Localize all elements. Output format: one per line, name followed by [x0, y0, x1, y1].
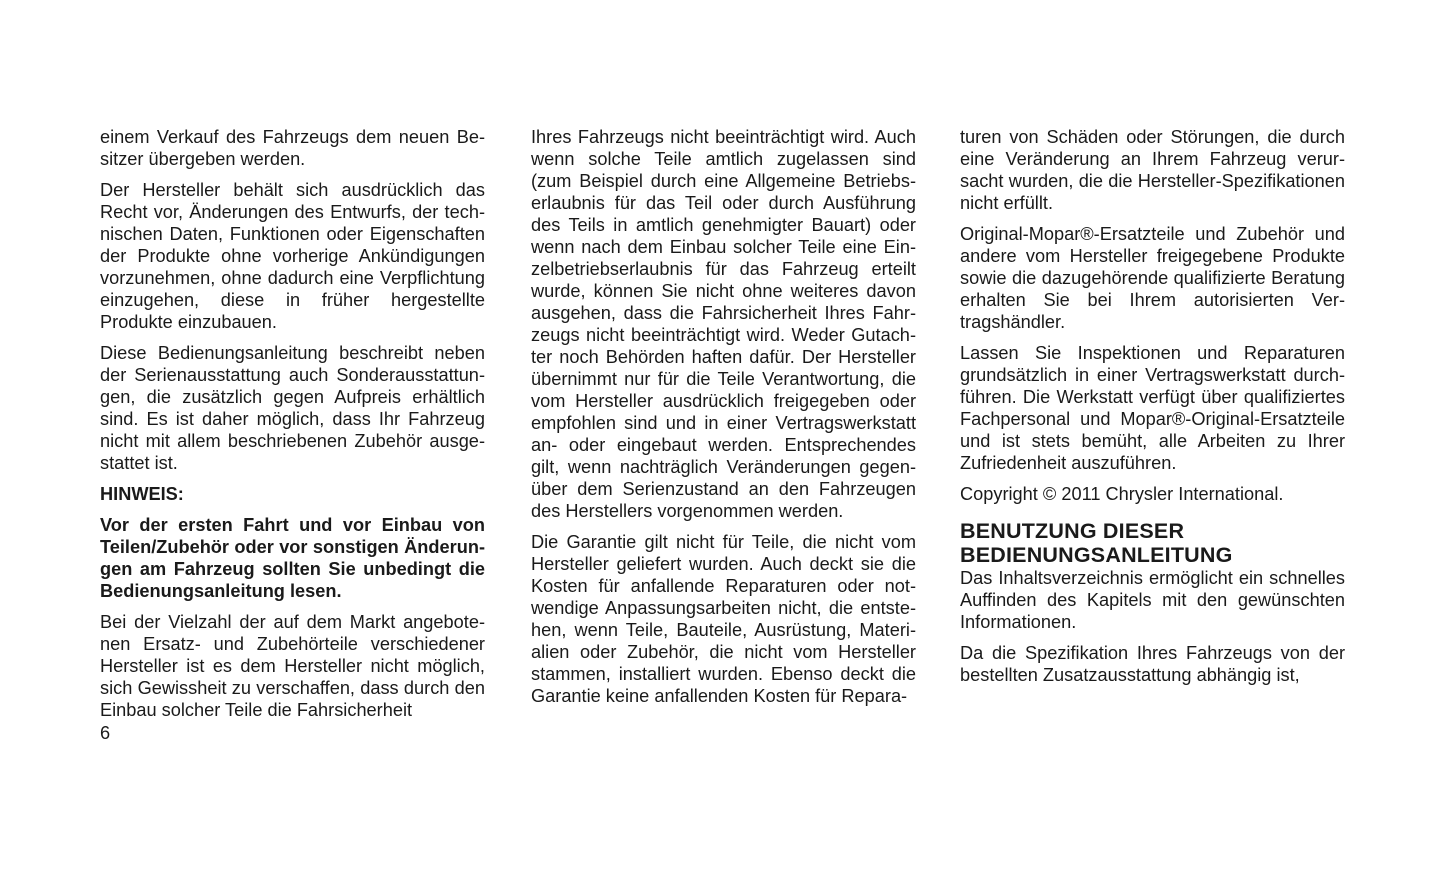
copyright-notice: Copyright © 2011 Chrysler International.: [960, 484, 1284, 504]
note-text: Vor der ersten Fahrt und vor Einbau von Teilen/Zubehör oder vor sonstigen Änderungen am Fahrzeug sollten Sie unbedingt die Bedienungsanleitung lesen.: [100, 515, 485, 601]
paragraph: Diese Bedienungsanleitung beschreibt neben der Serienausstattung auch Sonderausstattungen, die zusätzlich gegen Aufpreis erhältlich sind. Es ist daher möglich, dass Ihr Fahrzeug nicht mit allem beschriebenen Zubehör ausgestattet ist.: [100, 343, 485, 473]
paragraph: Original-Mopar®-Ersatzteile und Zubehör und andere vom Hersteller freigegebene Produkte sowie die dazugehörende qualifizierte Beratung erhalten Sie bei Ihrem autorisierten Vertragshändler.: [960, 224, 1345, 332]
paragraph: Der Hersteller behält sich ausdrücklich das Recht vor, Änderungen des Entwurfs, der technischen Daten, Funktionen oder Eigenschaften der Produkte ohne vorherige Ankündigungen vorzunehmen, ohne dadurch eine Verpflichtung einzugehen, diese in früher hergestellte Produkte einzubauen.: [100, 180, 485, 332]
note-label: HINWEIS:: [100, 484, 184, 504]
text-column-middle: [531, 126, 916, 716]
paragraph: Lassen Sie Inspektionen und Reparaturen grundsätzlich in einer Vertragswerkstatt durchführen. Die Werkstatt verfügt über qualifiziertes Fachpersonal und Mopar®-Original-Ersatzteile und ist stets bemüht, alle Arbeiten zu Ihrer Zufriedenheit auszuführen.: [960, 343, 1345, 473]
paragraph: Ihres Fahrzeugs nicht beeinträchtigt wird. Auch wenn solche Teile amtlich zugelassen sind (zum Beispiel durch eine Allgemeine Betriebserlaubnis für das Teil oder durch Ausführung des Teils in amtlich genehmigter Bauart) oder wenn nach dem Einbau solcher Teile eine Einzelbetriebserlaubnis für das Fahrzeug erteilt wurde, können Sie nicht ohne weiteres davon ausgehen, dass die Fahrsicherheit Ihres Fahrzeugs nicht beeinträchtigt wird. Weder Gutachter noch Behörden haften dafür. Der Hersteller übernimmt nur für die Teile Verantwortung, die vom Hersteller ausdrücklich freigegeben oder empfohlen sind und in einer Vertragswerkstatt an- oder eingebaut werden. Entsprechendes gilt, wenn nachträglich Veränderungen gegenüber dem Serienzustand an den Fahrzeugen des Herstellers vorgenommen werden.: [531, 127, 916, 521]
text-column-left: [100, 126, 485, 730]
paragraph: einem Verkauf des Fahrzeugs dem neuen Besitzer übergeben werden.: [100, 127, 485, 169]
text-column-right: [960, 126, 1345, 695]
section-heading: BENUTZUNG DIESER BEDIENUNGSANLEITUNG: [960, 519, 1233, 567]
paragraph: Da die Spezifikation Ihres Fahrzeugs von der bestellten Zusatzausstattung abhängig ist,: [960, 643, 1345, 685]
paragraph: turen von Schäden oder Störungen, die durch eine Veränderung an Ihrem Fahrzeug verursacht wurden, die die Hersteller-Spezifikationen nicht erfüllt.: [960, 127, 1345, 213]
page-number: 6: [100, 723, 111, 743]
paragraph: Bei der Vielzahl der auf dem Markt angebotenen Ersatz- und Zubehörteile verschiedener Hersteller ist es dem Hersteller nicht möglich, sich Gewissheit zu verschaffen, dass durch den Einbau solcher Teile die Fahrsicherheit: [100, 612, 485, 720]
paragraph: Die Garantie gilt nicht für Teile, die nicht vom Hersteller geliefert wurden. Auch deckt sie die Kosten für anfallende Reparaturen oder notwendige Anpassungsarbeiten nicht, die entstehen, wenn Teile, Bauteile, Ausrüstung, Materialien oder Zubehör, die nicht vom Hersteller stammen, installiert wurden. Ebenso deckt die Garantie keine anfallenden Kosten für Repara-: [531, 532, 916, 706]
paragraph: Das Inhaltsverzeichnis ermöglicht ein schnelles Auffinden des Kapitels mit den gewünschten Informationen.: [960, 568, 1345, 632]
